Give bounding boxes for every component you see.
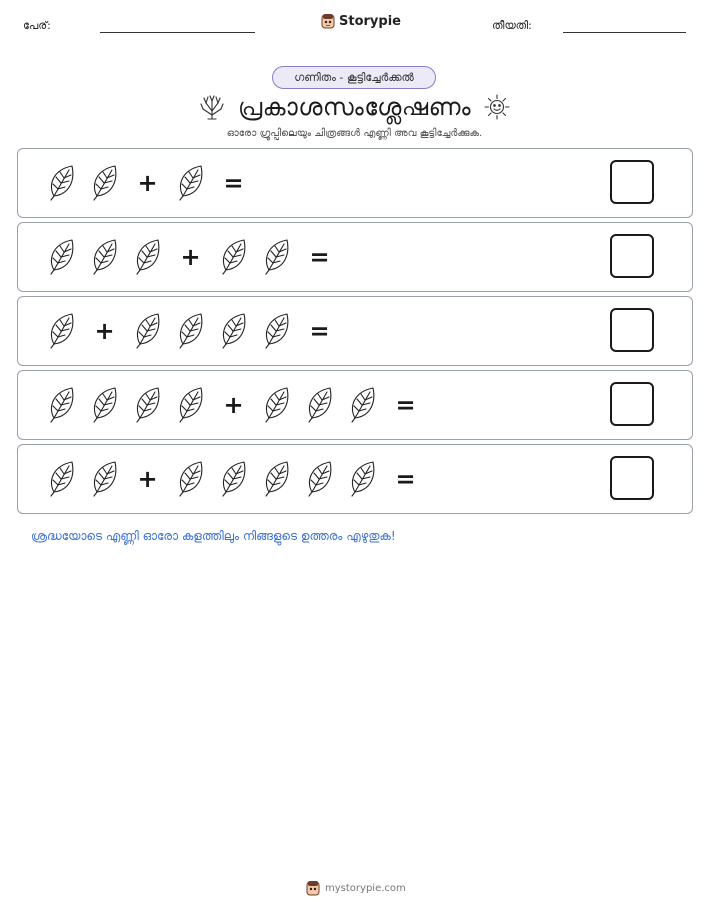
leaf-icon <box>298 383 341 427</box>
leaf-icon <box>40 161 83 205</box>
leaf-icon <box>212 457 255 501</box>
leaf-icon <box>40 309 83 353</box>
leaf-icon <box>169 457 212 501</box>
problem-row <box>17 222 693 292</box>
subject-badge: ഗണിതം - കൂട്ടിച്ചേർക്കൽ <box>272 66 436 89</box>
problem-items <box>40 371 427 439</box>
plus-sign: + <box>180 243 201 271</box>
name-label: പേര്: <box>23 19 51 32</box>
leaf-icon <box>255 235 298 279</box>
date-label: തീയതി: <box>492 19 532 32</box>
leaf-icon <box>126 235 169 279</box>
answer-box[interactable] <box>610 160 654 204</box>
leaf-icon <box>40 235 83 279</box>
answer-box[interactable] <box>610 456 654 500</box>
leaf-icon <box>212 235 255 279</box>
leaf-icon <box>126 383 169 427</box>
storypie-logo-icon <box>321 13 335 29</box>
leaf-icon <box>40 457 83 501</box>
equals-sign: = <box>309 243 330 271</box>
leaf-icon <box>83 383 126 427</box>
problem-items <box>40 445 427 513</box>
leaf-icon <box>126 309 169 353</box>
leaf-icon <box>255 309 298 353</box>
instruction-text: ഓരോ ഗ്രൂപ്പിലെയും ചിത്രങ്ങൾ എണ്ണി അവ കൂട്ടിച്ചേർക്കുക. <box>226 128 483 139</box>
website-footer <box>306 880 406 896</box>
leaf-icon <box>169 309 212 353</box>
title-row <box>0 90 709 124</box>
brand-logo <box>321 13 401 29</box>
problem-list <box>17 148 693 518</box>
coral-icon <box>198 93 226 121</box>
problem-items <box>40 149 255 217</box>
plus-sign: + <box>94 317 115 345</box>
footer-note: ശ്രദ്ധയോടെ എണ്ണി ഓരോ കളത്തിലും നിങ്ങളുടെ ഉത്തരം എഴുതുക! <box>31 529 396 543</box>
date-line[interactable] <box>563 32 686 33</box>
problem-items <box>40 297 341 365</box>
leaf-icon <box>40 383 83 427</box>
equals-sign: = <box>395 465 416 493</box>
problem-row <box>17 444 693 514</box>
plus-sign: + <box>137 169 158 197</box>
leaf-icon <box>169 383 212 427</box>
problem-row <box>17 148 693 218</box>
leaf-icon <box>83 457 126 501</box>
leaf-icon <box>212 309 255 353</box>
equals-sign: = <box>309 317 330 345</box>
answer-box[interactable] <box>610 308 654 352</box>
leaf-icon <box>341 383 384 427</box>
leaf-icon <box>83 235 126 279</box>
leaf-icon <box>255 457 298 501</box>
website-url[interactable]: mystorypie.com <box>325 882 406 894</box>
leaf-icon <box>341 457 384 501</box>
leaf-icon <box>298 457 341 501</box>
problem-row <box>17 370 693 440</box>
plus-sign: + <box>137 465 158 493</box>
equals-sign: = <box>395 391 416 419</box>
plus-sign: + <box>223 391 244 419</box>
leaf-icon <box>169 161 212 205</box>
answer-box[interactable] <box>610 382 654 426</box>
answer-box[interactable] <box>610 234 654 278</box>
leaf-icon <box>83 161 126 205</box>
leaf-icon <box>255 383 298 427</box>
problem-row <box>17 296 693 366</box>
sun-icon <box>483 93 511 121</box>
name-line[interactable] <box>100 32 255 33</box>
storypie-footer-icon <box>306 880 320 896</box>
page-title: പ്രകാശസംശ്ലേഷണം <box>237 93 472 121</box>
problem-items <box>40 223 341 291</box>
equals-sign: = <box>223 169 244 197</box>
brand-name: Storypie <box>339 13 401 29</box>
